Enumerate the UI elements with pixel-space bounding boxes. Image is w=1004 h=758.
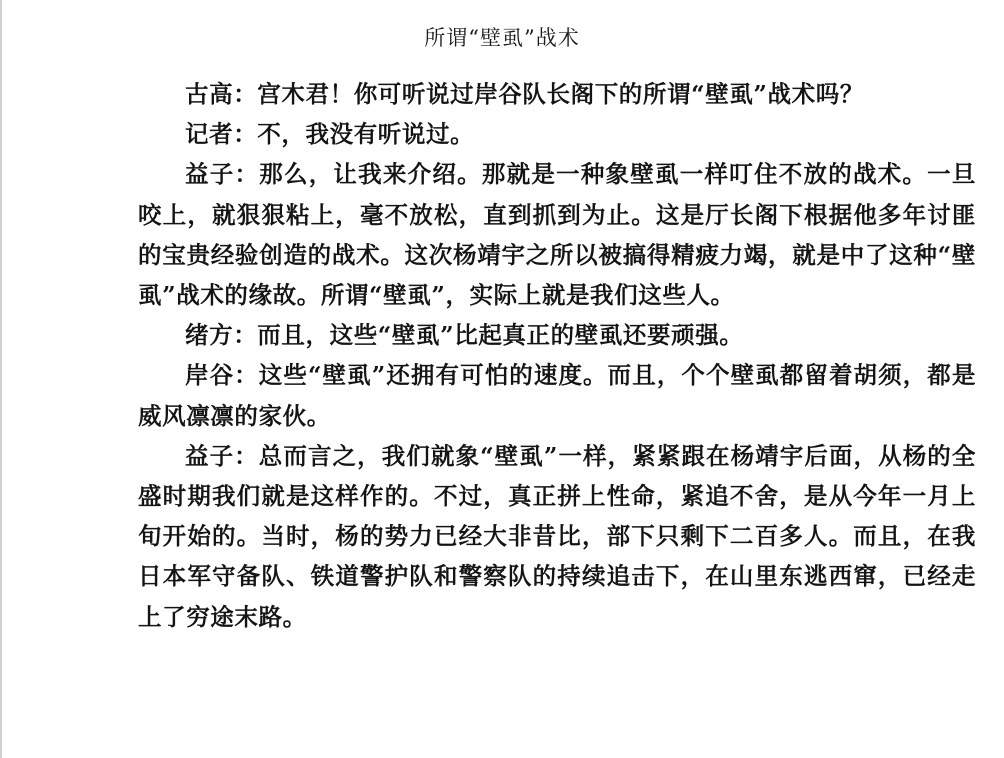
paragraph-masuko-2: 益子：总而言之，我们就象“壁虱”一样，紧紧跟在杨靖宇后面，从杨的全盛时期我们就是这样作的。不过，真正拼上性命，紧追不舍，是从今年一月上旬开始的。当时，杨的势力已经大非昔比，部下只剩下二百多人。而且，在我日本军守备队、铁道警护队和警察队的持续追击下，在山里东逃西窜，已经走上了穷途末路。 bbox=[138, 441, 976, 631]
paragraph-ogata: 绪方：而且，这些“壁虱”比起真正的壁虱还要顽强。 bbox=[185, 321, 744, 350]
document-title: 所谓“壁虱”战术 bbox=[424, 26, 580, 50]
document-body bbox=[138, 74, 976, 637]
paragraph-kishitani: 岸谷：这些“壁虱”还拥有可怕的速度。而且，个个壁虱都留着胡须，都是威风凛凛的家伙。 bbox=[138, 361, 976, 430]
page-edge-divider bbox=[0, 0, 2, 758]
paragraph-masuko-1: 益子：那么，让我来介绍。那就是一种象壁虱一样叮住不放的战术。一旦咬上，就狠狠粘上，毫不放松，直到抓到为止。这是厅长阁下根据他多年讨匪的宝贵经验创造的战术。这次杨靖宇之所以被搞得精疲力竭，就是中了这种“壁虱”战术的缘故。所谓“壁虱”，实际上就是我们这些人。 bbox=[138, 160, 976, 310]
paragraph-reporter: 记者：不，我没有听说过。 bbox=[185, 120, 475, 149]
paragraph-gaogao: 古高：宫木君！你可听说过岸谷队长阁下的所谓“壁虱”战术吗？ bbox=[185, 80, 864, 108]
